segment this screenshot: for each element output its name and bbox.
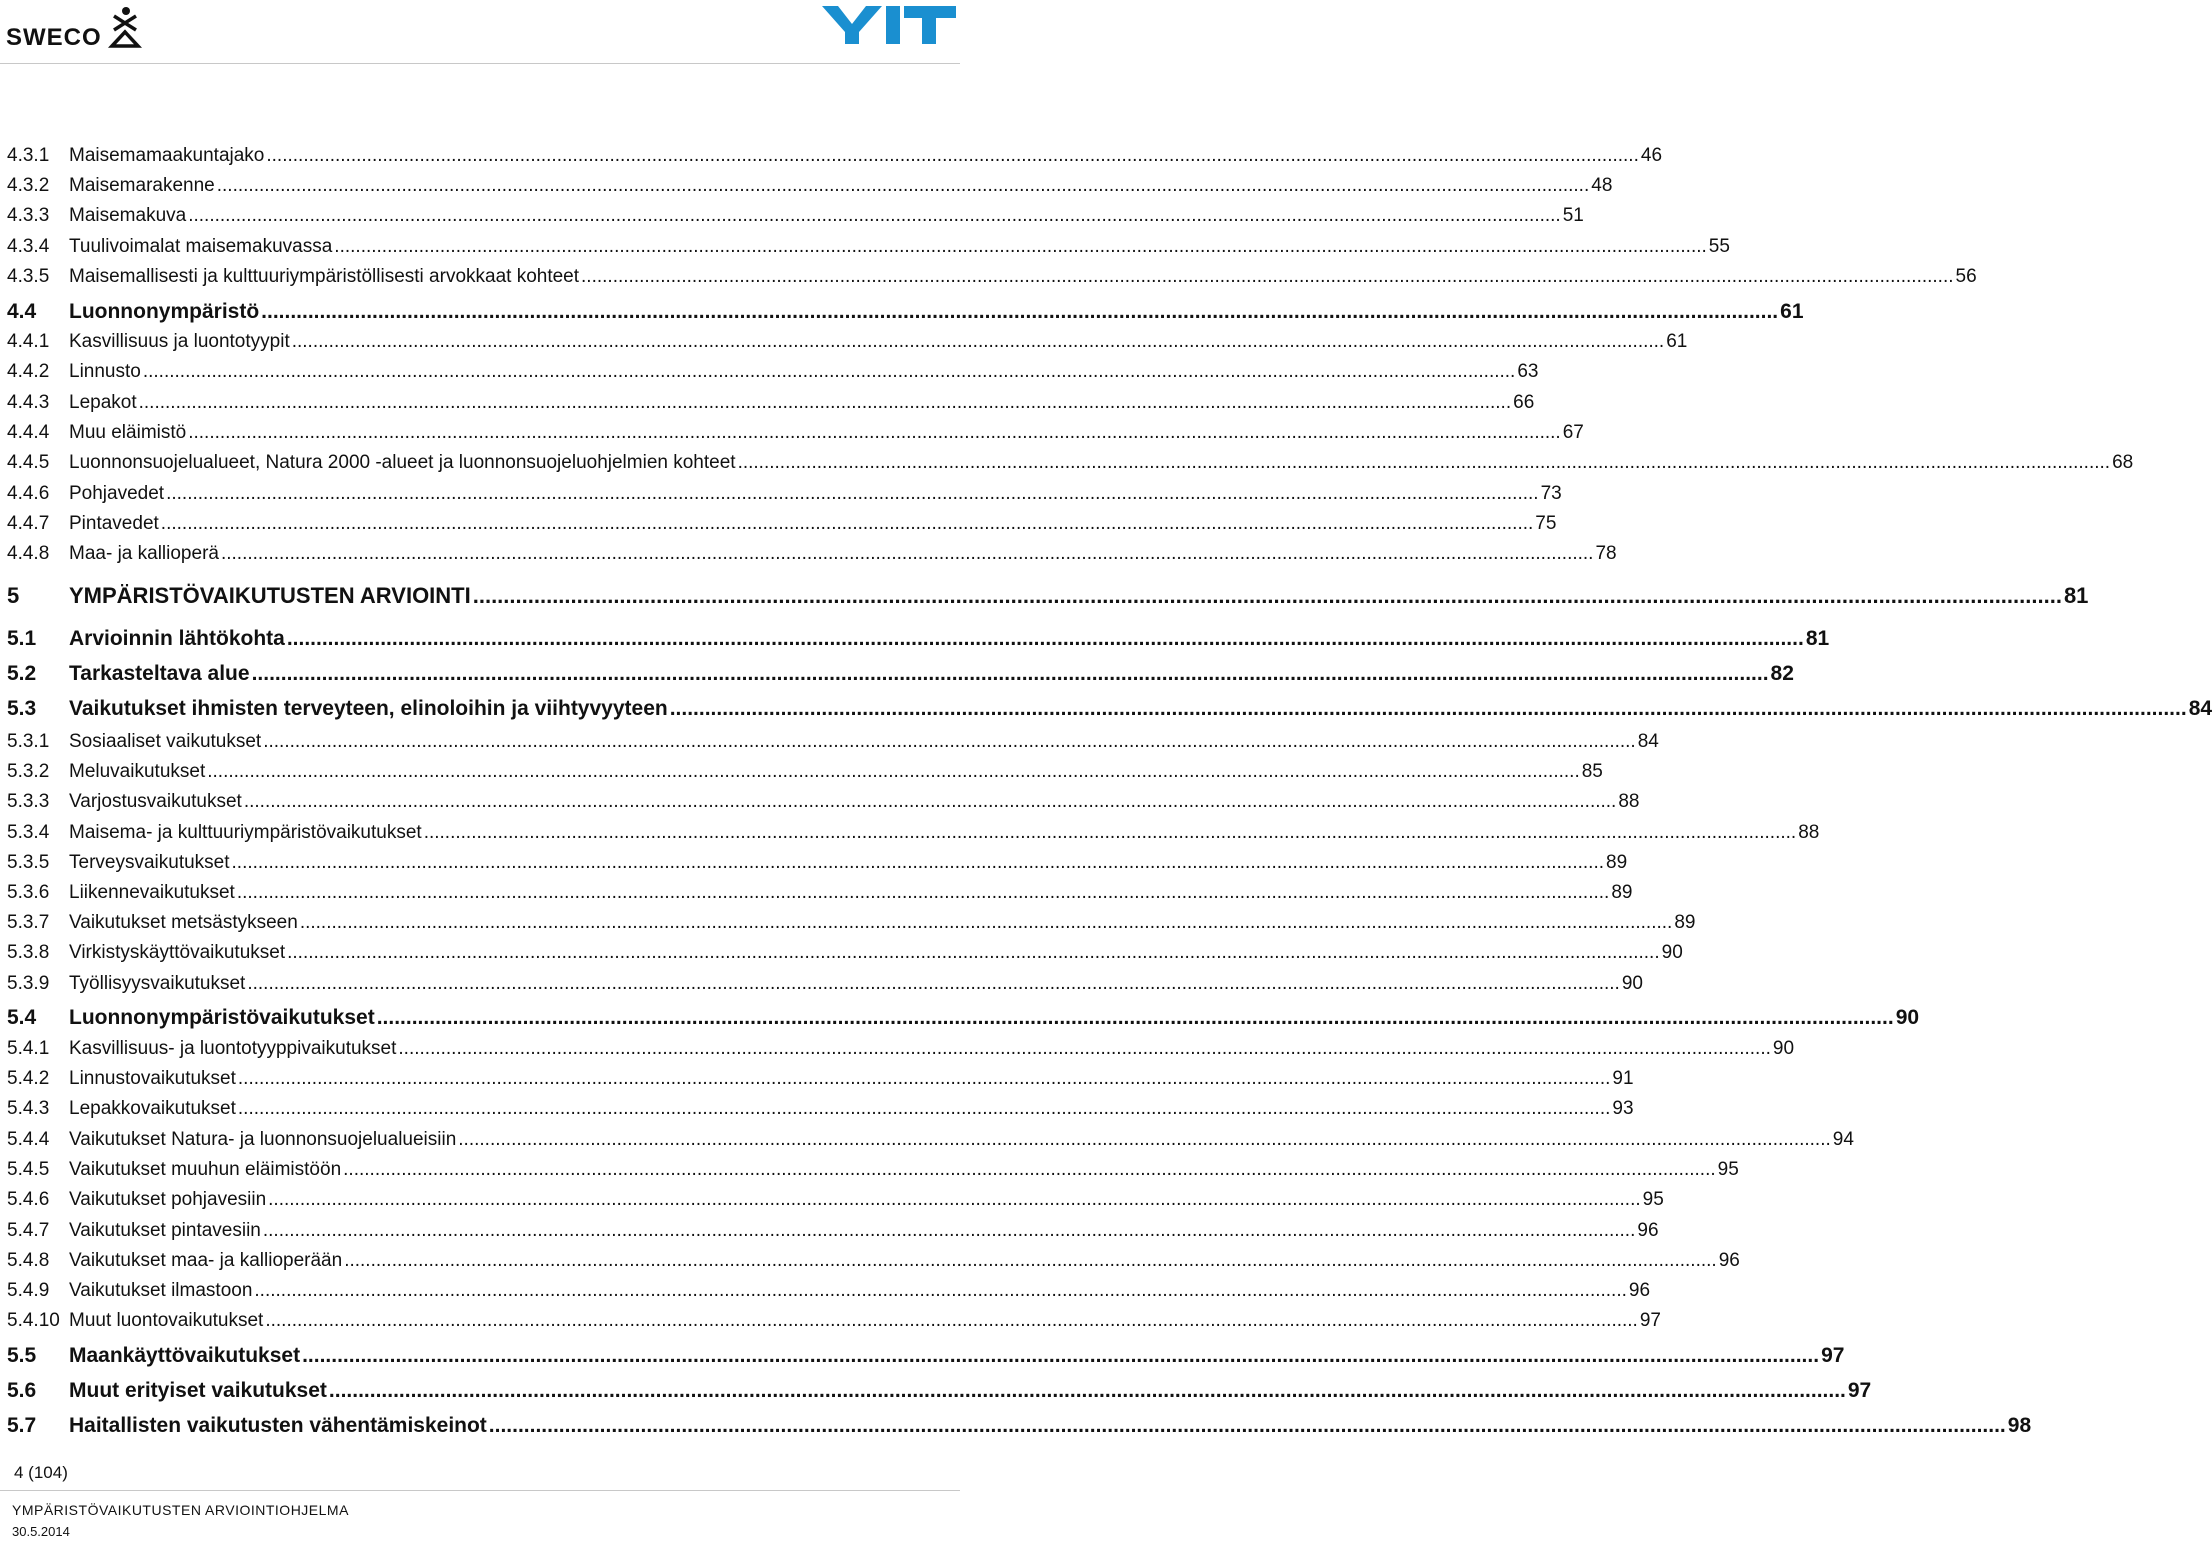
toc-entry-page: 95	[1642, 1189, 1664, 1210]
toc-entry-title: Vaikutukset ihmisten terveyteen, elinoloihin ja viihtyvyyteen	[69, 697, 668, 720]
toc-entry[interactable]	[7, 1280, 1651, 1302]
toc-entry-title: Maankäyttövaikutukset	[69, 1344, 301, 1367]
toc-entry-number: 4.3.1	[7, 145, 50, 166]
toc-entry-page: 90	[1661, 942, 1683, 963]
toc-entry-page: 96	[1628, 1280, 1651, 1301]
toc-entry-title: Maisemakuva	[69, 205, 187, 226]
toc-entry[interactable]	[7, 731, 1659, 753]
toc-entry-number: 5.4.4	[7, 1129, 50, 1150]
toc-entry-number: 5.3.7	[7, 912, 50, 933]
toc-entry[interactable]	[7, 452, 2134, 474]
toc-entry[interactable]	[7, 882, 1633, 904]
toc-entry-title: Vaikutukset pohjavesiin	[69, 1189, 267, 1210]
toc-entry[interactable]	[7, 205, 1584, 227]
toc-entry-title: Tarkasteltava alue	[69, 662, 250, 685]
toc-entry-number: 4.3.5	[7, 266, 50, 287]
toc-dot-leader: ....................................................................................................................................................................................................................................................................	[737, 452, 2111, 473]
toc-entry-number: 5.3.3	[7, 791, 50, 812]
toc-entry-page: 97	[1639, 1310, 1661, 1331]
toc-entry-page: 68	[2112, 452, 2134, 473]
toc-entry-page: 90	[1895, 1006, 1920, 1029]
toc-entry-title: Meluvaikutukset	[69, 761, 206, 782]
toc-entry-page: 89	[1674, 912, 1696, 933]
toc-entry-page: 51	[1562, 205, 1584, 226]
toc-entry[interactable]	[7, 973, 1643, 995]
toc-entry-title: Luonnonympäristövaikutukset	[69, 1006, 375, 1029]
yit-logo-text: YIT	[822, 4, 824, 5]
footer-date: 30.5.2014	[12, 1524, 70, 1539]
toc-entry[interactable]	[7, 543, 1617, 565]
toc-entry-title: Vaikutukset muuhun eläimistöön	[69, 1159, 342, 1180]
toc-entry[interactable]	[7, 1159, 1739, 1181]
toc-dot-leader: ....................................................................................................................................................................................................................................................................	[423, 822, 1797, 843]
toc-entry-page: 81	[2063, 583, 2089, 608]
toc-entry-title: Haitallisten vaikutusten vähentämiskeinot	[69, 1414, 487, 1437]
toc-entry-page: 56	[1955, 266, 1977, 287]
toc-dot-leader: ....................................................................................................................................................................................................................................................................	[166, 483, 1539, 504]
toc-entry-number: 4.4.1	[7, 331, 50, 352]
toc-entry-number: 5.3.8	[7, 942, 50, 963]
toc-entry[interactable]	[7, 791, 1640, 813]
toc-entry[interactable]	[7, 331, 1688, 353]
toc-dot-leader: ....................................................................................................................................................................................................................................................................	[265, 1310, 1638, 1331]
toc-entry[interactable]	[7, 300, 1804, 324]
toc-entry-number: 4.4.3	[7, 392, 50, 413]
yit-logo-mark	[822, 4, 956, 46]
toc-entry-page: 84	[1637, 731, 1659, 752]
toc-entry-page: 67	[1562, 422, 1584, 443]
toc-entry-number: 5.5	[7, 1344, 37, 1367]
toc-entry-number: 5.4.7	[7, 1220, 50, 1241]
toc-dot-leader: ....................................................................................................................................................................................................................................................................	[254, 1280, 1627, 1301]
toc-entry-page: 73	[1540, 483, 1562, 504]
toc-entry[interactable]	[7, 1098, 1634, 1120]
toc-entry-title: Sosiaaliset vaikutukset	[69, 731, 262, 752]
toc-entry-title: Työllisyysvaikutukset	[69, 973, 246, 994]
toc-dot-leader: ....................................................................................................................................................................................................................................................................	[669, 697, 2187, 720]
toc-dot-leader: ....................................................................................................................................................................................................................................................................	[237, 1098, 1611, 1119]
toc-entry-number: 5.3	[7, 697, 37, 720]
toc-entry-page: 61	[1780, 300, 1804, 323]
toc-entry-number: 5.3.9	[7, 973, 50, 994]
toc-entry-number: 5.4.1	[7, 1038, 50, 1059]
toc-dot-leader: ....................................................................................................................................................................................................................................................................	[220, 543, 1594, 564]
toc-entry[interactable]	[7, 822, 1820, 844]
toc-dot-leader: ....................................................................................................................................................................................................................................................................	[243, 791, 1617, 812]
toc-entry-number: 5.4	[7, 1006, 37, 1029]
toc-entry[interactable]	[7, 1220, 1659, 1242]
toc-dot-leader: ....................................................................................................................................................................................................................................................................	[398, 1038, 1771, 1059]
toc-dot-leader: ....................................................................................................................................................................................................................................................................	[261, 300, 1779, 323]
toc-dot-leader: ....................................................................................................................................................................................................................................................................	[138, 392, 1512, 413]
toc-entry[interactable]	[7, 852, 1628, 874]
toc-entry-title: Lepakot	[69, 392, 137, 413]
toc-entry-number: 4.4.6	[7, 483, 50, 504]
toc-entry-page: 85	[1581, 761, 1603, 782]
toc-dot-leader: ....................................................................................................................................................................................................................................................................	[299, 912, 1673, 933]
toc-dot-leader: ....................................................................................................................................................................................................................................................................	[488, 1414, 2006, 1437]
page-header	[0, 0, 960, 64]
toc-entry[interactable]	[7, 266, 1977, 288]
toc-entry-number: 5.4.3	[7, 1098, 50, 1119]
toc-entry[interactable]	[7, 697, 2212, 721]
toc-entry-page: 98	[2007, 1414, 2032, 1437]
yit-logo	[822, 4, 956, 46]
toc-entry-title: Luonnonympäristö	[69, 300, 260, 323]
toc-entry[interactable]	[7, 1129, 1854, 1151]
toc-entry[interactable]	[7, 1344, 1845, 1368]
toc-entry-number: 4.4.4	[7, 422, 50, 443]
toc-entry[interactable]	[7, 627, 1830, 651]
toc-entry[interactable]	[7, 145, 1663, 167]
toc-entry-number: 5.4.2	[7, 1068, 50, 1089]
toc-entry-page: 63	[1517, 361, 1539, 382]
toc-dot-leader: ....................................................................................................................................................................................................................................................................	[268, 1189, 1641, 1210]
toc-dot-leader: ....................................................................................................................................................................................................................................................................	[581, 266, 1954, 287]
toc-entry[interactable]	[7, 483, 1562, 505]
toc-entry[interactable]	[7, 236, 1730, 258]
toc-dot-leader: ....................................................................................................................................................................................................................................................................	[458, 1129, 1831, 1150]
toc-entry-page: 81	[1805, 627, 1830, 650]
toc-dot-leader: ....................................................................................................................................................................................................................................................................	[343, 1159, 1716, 1180]
toc-entry-page: 89	[1606, 852, 1628, 873]
toc-entry-page: 90	[1621, 973, 1643, 994]
toc-entry-page: 82	[1770, 662, 1794, 685]
toc-entry-number: 4.4.7	[7, 513, 50, 534]
footer-document-title: YMPÄRISTÖVAIKUTUSTEN ARVIOINTIOHJELMA	[12, 1502, 349, 1518]
toc-dot-leader: ....................................................................................................................................................................................................................................................................	[237, 1068, 1611, 1089]
toc-entry-title: Lepakkovaikutukset	[69, 1098, 236, 1119]
toc-entry[interactable]	[7, 513, 1557, 535]
toc-entry-page: 91	[1612, 1068, 1634, 1089]
toc-entry[interactable]	[7, 583, 2089, 609]
toc-entry-page: 89	[1611, 882, 1633, 903]
sweco-logo-text: SWECO	[6, 24, 102, 51]
toc-dot-leader: ....................................................................................................................................................................................................................................................................	[286, 627, 1804, 650]
toc-dot-leader: ....................................................................................................................................................................................................................................................................	[231, 852, 1605, 873]
toc-entry-title: YMPÄRISTÖVAIKUTUSTEN ARVIOINTI	[69, 583, 471, 608]
toc-entry-number: 5.6	[7, 1379, 37, 1402]
toc-dot-leader: ....................................................................................................................................................................................................................................................................	[291, 331, 1665, 352]
toc-entry-title: Liikennevaikutukset	[69, 882, 235, 903]
toc-entry-title: Vaikutukset Natura- ja luonnonsuojelualueisiin	[69, 1129, 457, 1150]
footer-divider	[0, 1490, 960, 1491]
toc-entry[interactable]	[7, 1414, 2032, 1438]
toc-entry-title: Maisemallisesti ja kulttuuriympäristöllisesti arvokkaat kohteet	[69, 266, 580, 287]
toc-entry-title: Kasvillisuus- ja luontotyyppivaikutukset	[69, 1038, 397, 1059]
toc-entry-title: Maisemarakenne	[69, 175, 215, 196]
toc-entry-page: 96	[1718, 1250, 1740, 1271]
toc-dot-leader: ....................................................................................................................................................................................................................................................................	[188, 205, 1561, 226]
toc-entry-page: 90	[1772, 1038, 1795, 1059]
toc-entry-page: 88	[1798, 822, 1820, 843]
sweco-logo	[6, 6, 146, 50]
toc-entry-number: 5.1	[7, 627, 37, 650]
toc-entry-number: 5	[7, 583, 20, 608]
toc-entry[interactable]	[7, 175, 1613, 197]
toc-entry-page: 55	[1708, 236, 1730, 257]
toc-entry-title: Pohjavedet	[69, 483, 165, 504]
toc-entry[interactable]	[7, 912, 1696, 934]
toc-entry-page: 96	[1637, 1220, 1659, 1241]
toc-entry[interactable]	[7, 1379, 1872, 1403]
toc-entry-number: 4.4.8	[7, 543, 50, 564]
toc-entry[interactable]	[7, 1068, 1634, 1090]
toc-entry-title: Terveysvaikutukset	[69, 852, 230, 873]
toc-entry-title: Kasvillisuus ja luontotyypit	[69, 331, 290, 352]
toc-entry-page: 88	[1618, 791, 1640, 812]
toc-dot-leader: ....................................................................................................................................................................................................................................................................	[236, 882, 1610, 903]
toc-dot-leader: ....................................................................................................................................................................................................................................................................	[472, 583, 2062, 608]
toc-entry[interactable]	[7, 392, 1535, 414]
toc-dot-leader: ....................................................................................................................................................................................................................................................................	[216, 175, 1590, 196]
toc-entry-number: 5.4.8	[7, 1250, 50, 1271]
toc-entry-number: 5.3.4	[7, 822, 50, 843]
toc-entry-title: Vaikutukset metsästykseen	[69, 912, 298, 933]
toc-entry-number: 4.3.2	[7, 175, 50, 196]
toc-entry-title: Vaikutukset pintavesiin	[69, 1220, 261, 1241]
toc-dot-leader: ....................................................................................................................................................................................................................................................................	[188, 422, 1561, 443]
header-divider	[0, 63, 960, 64]
toc-entry-title: Pintavedet	[69, 513, 159, 534]
toc-entry-number: 5.7	[7, 1414, 37, 1437]
toc-entry-page: 75	[1535, 513, 1557, 534]
toc-entry[interactable]	[7, 761, 1603, 783]
toc-entry[interactable]	[7, 1006, 1920, 1030]
toc-entry-number: 5.3.1	[7, 731, 50, 752]
toc-entry-page: 61	[1666, 331, 1688, 352]
toc-entry-number: 5.4.5	[7, 1159, 50, 1180]
toc-entry[interactable]	[7, 1038, 1795, 1060]
toc-entry[interactable]	[7, 1250, 1740, 1272]
toc-entry-title: Maisema- ja kulttuuriympäristövaikutukset	[69, 822, 422, 843]
toc-entry[interactable]	[7, 1310, 1661, 1332]
toc-entry-page: 97	[1821, 1344, 1845, 1367]
toc-dot-leader: ....................................................................................................................................................................................................................................................................	[160, 513, 1534, 534]
toc-entry-number: 4.3.4	[7, 236, 50, 257]
toc-entry-title: Tuulivoimalat maisemakuvassa	[69, 236, 333, 257]
toc-entry[interactable]	[7, 361, 1539, 383]
toc-dot-leader: ....................................................................................................................................................................................................................................................................	[207, 761, 1580, 782]
toc-entry-title: Virkistyskäyttövaikutukset	[69, 942, 286, 963]
toc-entry-page: 66	[1513, 392, 1535, 413]
toc-entry-page: 93	[1612, 1098, 1634, 1119]
toc-entry-page: 78	[1595, 543, 1617, 564]
toc-dot-leader: ....................................................................................................................................................................................................................................................................	[344, 1250, 1717, 1271]
toc-entry-number: 5.4.9	[7, 1280, 50, 1301]
toc-entry-title: Arvioinnin lähtökohta	[69, 627, 285, 650]
toc-entry-title: Muu eläimistö	[69, 422, 187, 443]
toc-entry-title: Linnustovaikutukset	[69, 1068, 236, 1089]
toc-entry-title: Varjostusvaikutukset	[69, 791, 242, 812]
toc-entry-page: 46	[1640, 145, 1663, 166]
toc-dot-leader: ....................................................................................................................................................................................................................................................................	[251, 662, 1769, 685]
toc-entry-title: Vaikutukset maa- ja kallioperään	[69, 1250, 343, 1271]
toc-dot-leader: ....................................................................................................................................................................................................................................................................	[263, 731, 1636, 752]
toc-entry-number: 4.4.2	[7, 361, 50, 382]
toc-entry[interactable]	[7, 1189, 1664, 1211]
toc-dot-leader: ....................................................................................................................................................................................................................................................................	[287, 942, 1660, 963]
toc-entry-title: Muut erityiset vaikutukset	[69, 1379, 327, 1402]
toc-entry-number: 5.3.5	[7, 852, 50, 873]
toc-entry-title: Linnusto	[69, 361, 141, 382]
toc-dot-leader: ....................................................................................................................................................................................................................................................................	[142, 361, 1516, 382]
toc-dot-leader: ....................................................................................................................................................................................................................................................................	[302, 1344, 1820, 1367]
toc-entry-number: 4.3.3	[7, 205, 50, 226]
toc-entry-title: Maisemamaakuntajako	[69, 145, 265, 166]
toc-entry-number: 4.4	[7, 300, 37, 323]
toc-entry-number: 5.3.2	[7, 761, 50, 782]
toc-entry[interactable]	[7, 942, 1683, 964]
toc-dot-leader: ....................................................................................................................................................................................................................................................................	[247, 973, 1620, 994]
toc-entry-number: 5.2	[7, 662, 37, 685]
toc-entry-title: Luonnonsuojelualueet, Natura 2000 -alueet ja luonnonsuojeluohjelmien kohteet	[69, 452, 736, 473]
toc-entry-number: 4.4.5	[7, 452, 50, 473]
toc-entry[interactable]	[7, 422, 1584, 444]
toc-entry-page: 48	[1591, 175, 1613, 196]
toc-dot-leader: ....................................................................................................................................................................................................................................................................	[334, 236, 1707, 257]
toc-dot-leader: ....................................................................................................................................................................................................................................................................	[266, 145, 1639, 166]
toc-entry-page: 94	[1832, 1129, 1854, 1150]
toc-entry-title: Muut luontovaikutukset	[69, 1310, 264, 1331]
sweco-figure-icon	[106, 6, 142, 48]
toc-entry-page: 95	[1717, 1159, 1739, 1180]
toc-entry-page: 84	[2188, 697, 2212, 720]
page-number: 4 (104)	[14, 1463, 68, 1482]
toc-entry-page: 97	[1847, 1379, 1872, 1402]
toc-dot-leader: ....................................................................................................................................................................................................................................................................	[262, 1220, 1636, 1241]
toc-entry-number: 5.4.6	[7, 1189, 50, 1210]
toc-entry-number: 5.3.6	[7, 882, 50, 903]
toc-entry[interactable]	[7, 662, 1794, 686]
toc-entry-title: Vaikutukset ilmastoon	[69, 1280, 253, 1301]
toc-entry-title: Maa- ja kallioperä	[69, 543, 219, 564]
toc-entry-number: 5.4.10	[7, 1310, 60, 1331]
toc-dot-leader: ....................................................................................................................................................................................................................................................................	[376, 1006, 1894, 1029]
toc-dot-leader: ....................................................................................................................................................................................................................................................................	[328, 1379, 1846, 1402]
